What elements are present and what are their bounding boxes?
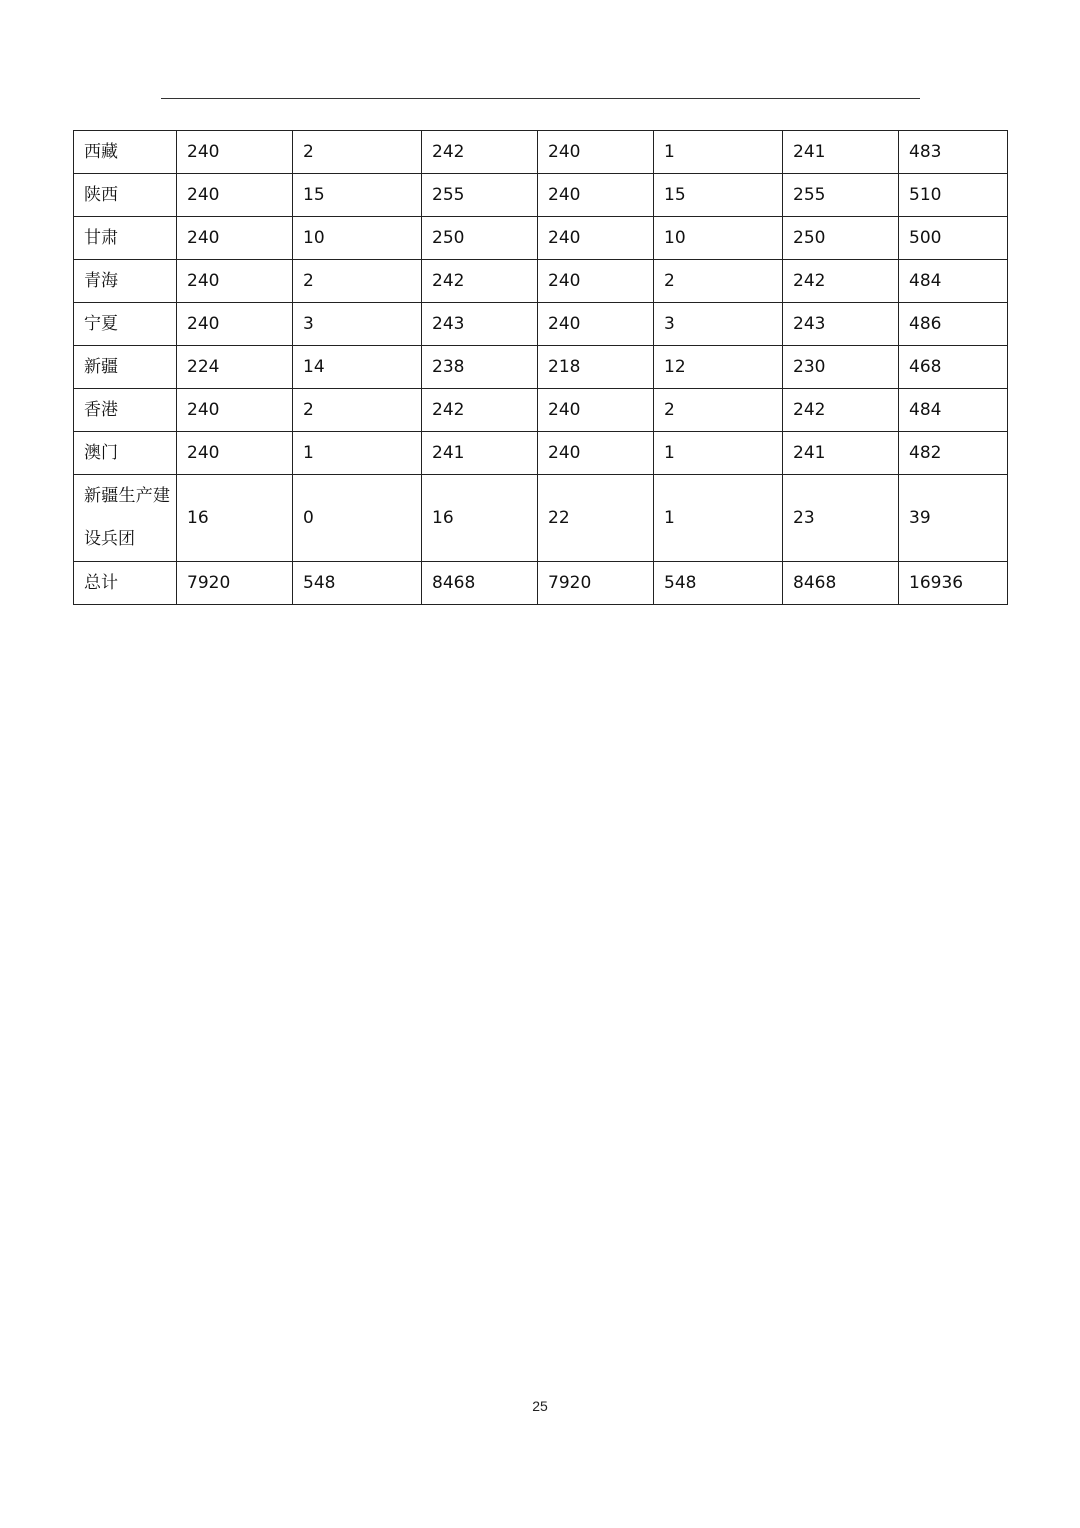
table-row bbox=[74, 389, 1008, 432]
value-cell: 218 bbox=[538, 346, 654, 389]
value-cell: 240 bbox=[538, 303, 654, 346]
region-cell: 宁夏 bbox=[74, 303, 177, 346]
value-cell: 14 bbox=[293, 346, 422, 389]
value-cell: 224 bbox=[177, 346, 293, 389]
region-cell: 陕西 bbox=[74, 174, 177, 217]
value-cell: 8468 bbox=[422, 562, 538, 605]
value-cell: 242 bbox=[783, 260, 899, 303]
value-cell: 240 bbox=[538, 260, 654, 303]
value-cell: 7920 bbox=[177, 562, 293, 605]
region-cell: 澳门 bbox=[74, 432, 177, 475]
value-cell: 7920 bbox=[538, 562, 654, 605]
value-cell: 242 bbox=[422, 131, 538, 174]
value-cell: 240 bbox=[538, 131, 654, 174]
value-cell: 1 bbox=[654, 475, 783, 562]
value-cell: 510 bbox=[899, 174, 1008, 217]
value-cell: 16 bbox=[177, 475, 293, 562]
value-cell: 255 bbox=[422, 174, 538, 217]
value-cell: 1 bbox=[654, 432, 783, 475]
value-cell: 240 bbox=[177, 217, 293, 260]
table-row bbox=[74, 346, 1008, 389]
value-cell: 486 bbox=[899, 303, 1008, 346]
value-cell: 242 bbox=[422, 260, 538, 303]
value-cell: 2 bbox=[654, 389, 783, 432]
value-cell: 240 bbox=[177, 303, 293, 346]
value-cell: 238 bbox=[422, 346, 538, 389]
value-cell: 483 bbox=[899, 131, 1008, 174]
value-cell: 15 bbox=[293, 174, 422, 217]
value-cell: 468 bbox=[899, 346, 1008, 389]
value-cell: 240 bbox=[538, 432, 654, 475]
value-cell: 484 bbox=[899, 260, 1008, 303]
value-cell: 10 bbox=[293, 217, 422, 260]
value-cell: 240 bbox=[538, 217, 654, 260]
region-cell: 甘肃 bbox=[74, 217, 177, 260]
table-row bbox=[74, 217, 1008, 260]
value-cell: 2 bbox=[654, 260, 783, 303]
value-cell: 240 bbox=[177, 432, 293, 475]
value-cell: 242 bbox=[422, 389, 538, 432]
table-row bbox=[74, 174, 1008, 217]
region-cell: 香港 bbox=[74, 389, 177, 432]
value-cell: 243 bbox=[422, 303, 538, 346]
value-cell: 2 bbox=[293, 260, 422, 303]
value-cell: 484 bbox=[899, 389, 1008, 432]
value-cell: 16 bbox=[422, 475, 538, 562]
value-cell: 15 bbox=[654, 174, 783, 217]
value-cell: 250 bbox=[783, 217, 899, 260]
value-cell: 240 bbox=[538, 174, 654, 217]
region-cell: 新疆 bbox=[74, 346, 177, 389]
value-cell: 3 bbox=[654, 303, 783, 346]
value-cell: 482 bbox=[899, 432, 1008, 475]
value-cell: 240 bbox=[177, 131, 293, 174]
table-row bbox=[74, 303, 1008, 346]
value-cell: 548 bbox=[654, 562, 783, 605]
table-row bbox=[74, 475, 1008, 562]
value-cell: 241 bbox=[422, 432, 538, 475]
value-cell: 250 bbox=[422, 217, 538, 260]
value-cell: 240 bbox=[538, 389, 654, 432]
header-rule bbox=[161, 98, 920, 99]
value-cell: 240 bbox=[177, 260, 293, 303]
value-cell: 243 bbox=[783, 303, 899, 346]
value-cell: 241 bbox=[783, 432, 899, 475]
data-table bbox=[73, 130, 1008, 605]
table-row bbox=[74, 131, 1008, 174]
value-cell: 1 bbox=[654, 131, 783, 174]
value-cell: 242 bbox=[783, 389, 899, 432]
value-cell: 10 bbox=[654, 217, 783, 260]
value-cell: 16936 bbox=[899, 562, 1008, 605]
value-cell: 23 bbox=[783, 475, 899, 562]
value-cell: 0 bbox=[293, 475, 422, 562]
value-cell: 2 bbox=[293, 131, 422, 174]
page-number: 25 bbox=[532, 1398, 548, 1414]
value-cell: 500 bbox=[899, 217, 1008, 260]
value-cell: 255 bbox=[783, 174, 899, 217]
value-cell: 39 bbox=[899, 475, 1008, 562]
region-cell: 新疆生产建设兵团 bbox=[74, 475, 177, 562]
region-cell: 总计 bbox=[74, 562, 177, 605]
total-row bbox=[74, 562, 1008, 605]
value-cell: 1 bbox=[293, 432, 422, 475]
value-cell: 548 bbox=[293, 562, 422, 605]
table-row bbox=[74, 260, 1008, 303]
value-cell: 8468 bbox=[783, 562, 899, 605]
value-cell: 2 bbox=[293, 389, 422, 432]
value-cell: 240 bbox=[177, 174, 293, 217]
region-cell: 西藏 bbox=[74, 131, 177, 174]
value-cell: 240 bbox=[177, 389, 293, 432]
table-row bbox=[74, 432, 1008, 475]
value-cell: 22 bbox=[538, 475, 654, 562]
value-cell: 12 bbox=[654, 346, 783, 389]
value-cell: 3 bbox=[293, 303, 422, 346]
value-cell: 230 bbox=[783, 346, 899, 389]
region-cell: 青海 bbox=[74, 260, 177, 303]
value-cell: 241 bbox=[783, 131, 899, 174]
